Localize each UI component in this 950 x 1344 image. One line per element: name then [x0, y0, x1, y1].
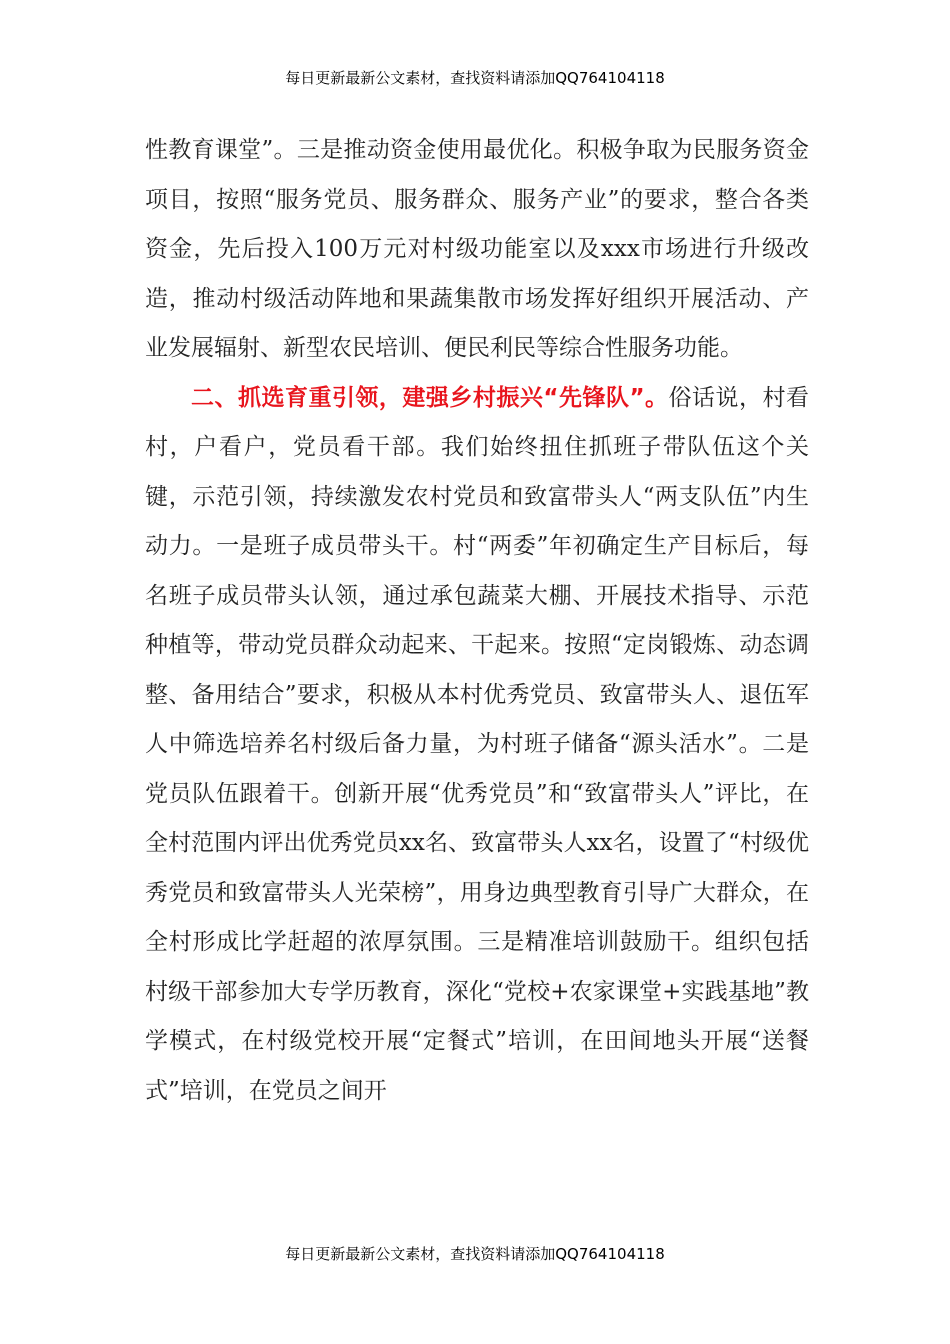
paragraph-2-text: 俗话说，村看村，户看户，党员看干部。我们始终扭住抓班子带队伍这个关键，示范引领，持续激发农村党员和致富带头人“两支队伍”内生动力。一是班子成员带头干。村“两委”年初确定生产目标后，每名班子成员带头认领，通过承包蔬菜大棚、开展技术指导、示范种植等，带动党员群众动起来、干起来。按照“定岗锻炼、动态调整、备用结合”要求，积极从本村优秀党员、致富带头人、退伍军人中筛选培养名村级后备力量，为村班子储备“源头活水”。二是党员队伍跟着干。创新开展“优秀党员”和“致富带头人”评比，在全村范围内评出优秀党员xx名、致富带头人xx名，设置了“村级优秀党员和致富带头人光荣榜”，用身边典型教育引导广大群众，在全村形成比学赶超的浓厚氛围。三是精准培训鼓励干。组织包括村级干部参加大专学历教育，深化“党校+农家课堂+实践基地”教学模式，在村级党校开展“定餐式”培训，在田间地头开展“送餐式”培训，在党员之间开 — [145, 384, 810, 1104]
footer-banner: 每日更新最新公文素材，查找资料请添加QQ764104118 — [285, 1245, 665, 1263]
paragraph-1: 性教育课堂”。三是推动资金使用最优化。积极争取为民服务资金项目，按照“服务党员、服务群众、服务产业”的要求，整合各类资金，先后投入100万元对村级功能室以及xxx市场进行升级改造，推动村级活动阵地和果蔬集散市场发挥好组织开展活动、产业发展辐射、新型农民培训、便民利民等综合性服务功能。 — [145, 137, 809, 361]
section-heading: 二、抓选育重引领，建强乡村振兴“先锋队”。 — [191, 384, 669, 411]
header-banner: 每日更新最新公文素材，查找资料请添加QQ764104118 — [285, 69, 665, 87]
paragraph-2 — [145, 374, 809, 1117]
document-body — [145, 126, 809, 1116]
